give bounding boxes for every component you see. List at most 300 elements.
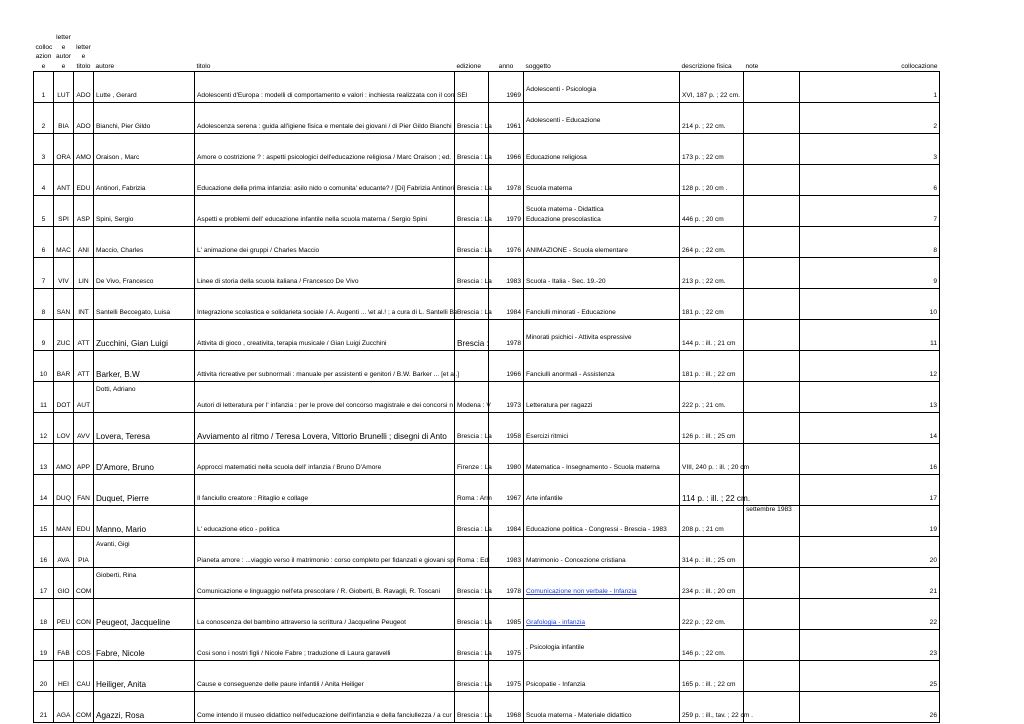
year-cell: 1985	[489, 599, 524, 630]
row-number: 5	[34, 196, 54, 227]
year-cell: 1966	[489, 351, 524, 382]
subject-line: Matematica - Insegnamento - Scuola materna	[526, 464, 660, 471]
title-letters: ATT	[74, 320, 94, 351]
subject-line: Scuola materna - Materiale didattico	[526, 712, 632, 719]
author-cell	[94, 72, 195, 103]
edition-cell: Brescia : La	[455, 599, 489, 630]
author-text: Santelli Beccegato, Luisa	[96, 309, 171, 316]
author-letters: AGA	[54, 692, 74, 723]
note-cell	[744, 165, 800, 196]
year-cell: 1983	[489, 258, 524, 289]
author-text: Zucchini, Gian Luigi	[96, 339, 168, 348]
subject-cell	[524, 227, 680, 258]
collocation-cell: 3	[800, 134, 940, 165]
table-row	[34, 196, 940, 227]
header-autore: autore	[95, 63, 115, 70]
physical-description: XVI, 187 p. ; 22 cm.	[680, 72, 744, 103]
title-letters: ADO	[74, 103, 94, 134]
physical-description: 446 p. ; 20 cm	[680, 196, 744, 227]
subject-link[interactable]: Comunicazione non verbale - Infanzia	[526, 588, 637, 595]
author-name: Avanti, Gigi	[96, 541, 130, 548]
row-number: 9	[34, 320, 54, 351]
author-cell	[94, 103, 195, 134]
physical-description: 259 p. : ill., tav. ; 22 cm .	[680, 692, 744, 723]
subject-cell	[524, 506, 680, 537]
header-edizione: edizione	[456, 63, 482, 70]
title-cell: Il fanciullo creatore : Ritaglio e collage	[195, 475, 455, 506]
author-letters: DUQ	[54, 475, 74, 506]
author-letters: MAC	[54, 227, 74, 258]
spreadsheet	[33, 32, 939, 723]
year-cell: 1984	[489, 506, 524, 537]
author-cell	[94, 289, 195, 320]
collocation-cell: 16	[800, 444, 940, 475]
year-cell: 1958	[489, 413, 524, 444]
header-descrizione: descrizione fisica	[681, 63, 732, 70]
table-row	[34, 320, 940, 351]
author-cell	[94, 506, 195, 537]
author-text: Oraison , Marc	[96, 154, 140, 161]
edition-cell: Modena : V	[455, 382, 489, 413]
edition-cell: Brescia : La	[455, 103, 489, 134]
title-letters: ATT	[74, 351, 94, 382]
header-letter-titolo: letter e titolo	[76, 43, 91, 70]
author-text: Duquet, Pierre	[96, 494, 149, 503]
edition-cell: Brescia : La	[455, 630, 489, 661]
table-row	[34, 258, 940, 289]
title-letters: ASP	[74, 196, 94, 227]
author-cell	[94, 630, 195, 661]
author-text	[96, 588, 192, 596]
subject-line: Educazione politica - Congressi - Brescia - 1983	[526, 526, 667, 533]
collocation-cell: 10	[800, 289, 940, 320]
author-letters: ANT	[54, 165, 74, 196]
author-text: Heiliger, Anita	[96, 680, 147, 689]
table-row	[34, 134, 940, 165]
collocation-cell: 6	[800, 165, 940, 196]
edition-cell: Firenze : La	[455, 444, 489, 475]
note-cell	[744, 103, 800, 134]
author-text	[96, 402, 192, 410]
author-text	[96, 557, 192, 565]
edition-cell: Brescia : La	[455, 692, 489, 723]
row-number: 21	[34, 692, 54, 723]
author-cell	[94, 568, 195, 599]
collocation-cell: 8	[800, 227, 940, 258]
header-soggetto: soggetto	[525, 63, 551, 70]
author-text: De Vivo, Francesco	[96, 278, 154, 285]
note-cell	[744, 196, 800, 227]
physical-description: 222 p. ; 21 cm.	[680, 382, 744, 413]
collocation-cell: 12	[800, 351, 940, 382]
subject-link[interactable]: Grafologia - infanzia	[526, 619, 586, 626]
table-row	[34, 289, 940, 320]
note-cell	[744, 537, 800, 568]
physical-description: 126 p. : ill. ; 25 cm	[680, 413, 744, 444]
year-cell: 1968	[489, 692, 524, 723]
note-cell	[744, 227, 800, 258]
row-number: 12	[34, 413, 54, 444]
edition-cell: Brescia : La	[455, 196, 489, 227]
row-number: 15	[34, 506, 54, 537]
author-letters: ZUC	[54, 320, 74, 351]
physical-description: 264 p. ; 22 cm.	[680, 227, 744, 258]
subject-cell	[524, 134, 680, 165]
subject-line: Psicopatie - Infanzia	[526, 681, 586, 688]
title-cell: Cause e conseguenze delle paure infantili / Anita Heiliger	[195, 661, 455, 692]
title-cell: Come intendo il museo didattico nell'educazione dell'infanzia e della fanciullezza / a cur	[195, 692, 455, 723]
title-cell: Integrazione scolastica e solidarieta sociale / A. Augenti ... \et al.! ; a cura di L. Santelli Be	[195, 289, 455, 320]
row-number: 20	[34, 661, 54, 692]
physical-description: 165 p. : ill. ; 22 cm	[680, 661, 744, 692]
edition-cell: Brescia : La	[455, 506, 489, 537]
title-cell: La conoscenza del bambino attraverso la scrittura / Jacqueline Peugeot	[195, 599, 455, 630]
table-row	[34, 599, 940, 630]
title-letters: AVV	[74, 413, 94, 444]
collocation-cell: 7	[800, 196, 940, 227]
table-row	[34, 351, 940, 382]
note-cell	[744, 320, 800, 351]
year-cell: 1976	[489, 227, 524, 258]
year-cell: 1975	[489, 661, 524, 692]
table-row	[34, 506, 940, 537]
subject-cell	[524, 258, 680, 289]
year-cell: 1973	[489, 382, 524, 413]
edition-cell: Brescia : La	[455, 134, 489, 165]
table-header	[34, 32, 940, 72]
subject-cell	[524, 413, 680, 444]
author-letters: GIO	[54, 568, 74, 599]
note-cell	[744, 475, 800, 506]
author-letters: MAN	[54, 506, 74, 537]
edition-cell: SEI	[455, 72, 489, 103]
title-cell: Linee di storia della scuola italiana / Francesco De Vivo	[195, 258, 455, 289]
author-cell	[94, 599, 195, 630]
note-cell	[744, 444, 800, 475]
title-cell: Cosi sono i nostri figli / Nicole Fabre ; traduzione di Laura garavelli	[195, 630, 455, 661]
subject-cell	[524, 72, 680, 103]
note-cell	[744, 351, 800, 382]
table-row	[34, 568, 940, 599]
author-name: Gioberti, Rina	[96, 572, 137, 579]
title-cell: Pianeta amore : ...viaggio verso il matrimonio : corso completo per fidanzati e giovani sp	[195, 537, 455, 568]
header-anno: anno	[498, 63, 514, 70]
row-number: 7	[34, 258, 54, 289]
subject-cell	[524, 475, 680, 506]
table-row	[34, 413, 940, 444]
subject-cell	[524, 692, 680, 723]
physical-description: 128 p. ; 20 cm .	[680, 165, 744, 196]
header-collocazione: collocazione	[901, 63, 938, 70]
header-letter-autore: letter e autor e	[55, 34, 72, 70]
header-titolo: titolo	[196, 63, 211, 70]
edition-cell: Brescia : La	[455, 227, 489, 258]
title-letters: ANI	[74, 227, 94, 258]
title-cell: Educazione della prima infanzia: asilo nido o comunita' educante? / [Di] Fabrizia Antinori	[195, 165, 455, 196]
note-cell	[744, 258, 800, 289]
title-letters: FAN	[74, 475, 94, 506]
title-letters: AMO	[74, 134, 94, 165]
catalog-table	[33, 32, 940, 723]
author-cell	[94, 351, 195, 382]
subject-cell	[524, 196, 680, 227]
table-row	[34, 165, 940, 196]
physical-description: 214 p. ; 22 cm.	[680, 103, 744, 134]
title-letters: COM	[74, 692, 94, 723]
collocation-cell: 14	[800, 413, 940, 444]
row-number: 11	[34, 382, 54, 413]
edition-cell	[455, 351, 489, 382]
author-letters: BAR	[54, 351, 74, 382]
author-cell	[94, 692, 195, 723]
subject-line-upper: Adolescenti - Educazione	[526, 117, 601, 124]
note-cell	[744, 72, 800, 103]
author-letters: LOV	[54, 413, 74, 444]
subject-cell	[524, 444, 680, 475]
title-cell: Adolescenza serena : guida all'igiene fisica e mentale dei giovani / di Pier Gildo Bianchi	[195, 103, 455, 134]
edition-cell: Brescia : La	[455, 289, 489, 320]
title-cell: Adolescenti d'Europa : modelli di comportamento e valori : inchiesta realizzata con il con	[195, 72, 455, 103]
author-text: Barker, B.W	[96, 370, 140, 379]
note-cell	[744, 413, 800, 444]
title-letters: LIN	[74, 258, 94, 289]
note-cell	[744, 599, 800, 630]
physical-description: 234 p. : ill. ; 20 cm	[680, 568, 744, 599]
author-text: Manno, Mario	[96, 525, 147, 534]
physical-description: 181 p. : ill. ; 22 cm	[680, 351, 744, 382]
year-cell: 1980	[489, 444, 524, 475]
edition-cell: Roma : Edi	[455, 537, 489, 568]
subject-line-upper: Adolescenti - Psicologia	[526, 86, 597, 93]
note-cell: settembre 1983	[744, 506, 800, 537]
author-text: Agazzi, Rosa	[96, 711, 145, 720]
year-cell: 1983	[489, 537, 524, 568]
author-letters: ORA	[54, 134, 74, 165]
row-number: 17	[34, 568, 54, 599]
edition-cell: Brescia : La	[455, 661, 489, 692]
author-cell	[94, 320, 195, 351]
subject-cell[interactable]	[524, 599, 680, 630]
subject-cell	[524, 351, 680, 382]
collocation-cell: 26	[800, 692, 940, 723]
title-letters: CON	[74, 599, 94, 630]
subject-line-upper: Minorati psichici - Attivita espressive	[526, 334, 632, 341]
author-letters: PEU	[54, 599, 74, 630]
author-text: Peugeot, Jacqueline	[96, 618, 171, 627]
collocation-cell: 11	[800, 320, 940, 351]
author-name: Dotti, Adriano	[96, 386, 136, 393]
author-cell	[94, 227, 195, 258]
edition-cell: Brescia : La	[455, 568, 489, 599]
subject-line: Arte infantile	[526, 495, 563, 502]
author-cell	[94, 661, 195, 692]
table-row	[34, 382, 940, 413]
title-letters: EDU	[74, 506, 94, 537]
collocation-cell: 1	[800, 72, 940, 103]
collocation-cell: 17	[800, 475, 940, 506]
table-row	[34, 72, 940, 103]
author-cell	[94, 382, 195, 413]
edition-cell: Brescia : La	[455, 413, 489, 444]
year-cell: 1967	[489, 475, 524, 506]
author-cell	[94, 444, 195, 475]
row-number: 19	[34, 630, 54, 661]
subject-cell	[524, 537, 680, 568]
title-cell: Amore o costrizione ? : aspetti psicologici dell'educazione religiosa / Marc Oraison ; ed.	[195, 134, 455, 165]
subject-line: Fanciulli anormali - Assistenza	[526, 371, 615, 378]
collocation-cell: 23	[800, 630, 940, 661]
author-letters: HEI	[54, 661, 74, 692]
author-letters: VIV	[54, 258, 74, 289]
author-text: Bianchi, Pier Gildo	[96, 123, 151, 130]
physical-description: 222 p. ; 22 cm.	[680, 599, 744, 630]
subject-cell	[524, 103, 680, 134]
author-cell	[94, 537, 195, 568]
author-text: Spini, Sergio	[96, 216, 134, 223]
author-cell	[94, 475, 195, 506]
note-cell	[744, 382, 800, 413]
collocation-cell: 13	[800, 382, 940, 413]
subject-cell	[524, 382, 680, 413]
table-body	[34, 72, 940, 723]
table-row	[34, 630, 940, 661]
table-row	[34, 444, 940, 475]
title-letters: COS	[74, 630, 94, 661]
note-cell	[744, 568, 800, 599]
title-cell: Autori di letteratura per l' infanzia : per le prove del concorso magistrale e dei concorsi n	[195, 382, 455, 413]
table-row	[34, 475, 940, 506]
physical-description: 181 p. ; 22 cm	[680, 289, 744, 320]
subject-cell	[524, 165, 680, 196]
title-letters: PIA	[74, 537, 94, 568]
author-letters: FAB	[54, 630, 74, 661]
row-number: 16	[34, 537, 54, 568]
row-number: 3	[34, 134, 54, 165]
collocation-cell: 20	[800, 537, 940, 568]
table-row	[34, 227, 940, 258]
collocation-cell: 25	[800, 661, 940, 692]
author-text: Fabre, Nicole	[96, 649, 145, 658]
author-cell	[94, 134, 195, 165]
author-letters: SPI	[54, 196, 74, 227]
collocation-cell: 2	[800, 103, 940, 134]
author-text: D'Amore, Bruno	[96, 463, 154, 472]
title-cell: Attivita di gioco , creativita, terapia musicale / Gian Luigi Zucchini	[195, 320, 455, 351]
physical-description: 208 p. ; 21 cm	[680, 506, 744, 537]
physical-description: 314 p. : ill. ; 25 cm	[680, 537, 744, 568]
physical-description: 213 p. ; 22 cm.	[680, 258, 744, 289]
subject-line: Matrimonio - Concezione cristiana	[526, 557, 626, 564]
subject-line: Educazione prescolastica	[526, 216, 601, 223]
subject-cell	[524, 320, 680, 351]
table-row	[34, 537, 940, 568]
subject-cell	[524, 630, 680, 661]
year-cell: 1978	[489, 568, 524, 599]
author-letters: DOT	[54, 382, 74, 413]
physical-description: 146 p. ; 22 cm.	[680, 630, 744, 661]
author-letters: BIA	[54, 103, 74, 134]
row-number: 2	[34, 103, 54, 134]
title-cell: Attivita ricreative per subnormali : manuale per assistenti e genitori / B.W. Barker ... [et al.]	[195, 351, 455, 382]
title-letters: COM	[74, 568, 94, 599]
subject-line-upper: Scuola materna - Didattica	[526, 206, 604, 213]
subject-line: ANIMAZIONE - Scuola elementare	[526, 247, 628, 254]
title-cell: Aspetti e problemi dell' educazione infantile nella scuola materna / Sergio Spini	[195, 196, 455, 227]
collocation-cell: 9	[800, 258, 940, 289]
header-colloc: colloc azion e	[35, 43, 53, 70]
note-cell	[744, 134, 800, 165]
author-cell	[94, 258, 195, 289]
author-cell	[94, 196, 195, 227]
title-cell: Approcci matematici nella scuola dell' infanzia / Bruno D'Amore	[195, 444, 455, 475]
collocation-cell: 22	[800, 599, 940, 630]
year-cell: 1961	[489, 103, 524, 134]
year-cell: 1969	[489, 72, 524, 103]
title-letters: APP	[74, 444, 94, 475]
row-number: 1	[34, 72, 54, 103]
row-number: 13	[34, 444, 54, 475]
subject-cell[interactable]	[524, 568, 680, 599]
collocation-cell: 19	[800, 506, 940, 537]
subject-line: Educazione religiosa	[526, 154, 587, 161]
author-letters: SAN	[54, 289, 74, 320]
physical-description: 114 p. : ill. ; 22 cm.	[680, 475, 744, 506]
title-cell: Avviamento al ritmo / Teresa Lovera, Vittorio Brunelli ; disegni di Anto	[195, 413, 455, 444]
title-letters: CAU	[74, 661, 94, 692]
year-cell: 1978	[489, 165, 524, 196]
physical-description: 144 p. : ill. ; 21 cm	[680, 320, 744, 351]
table-row	[34, 692, 940, 723]
author-text: Antinori, Fabrizia	[96, 185, 146, 192]
title-letters: EDU	[74, 165, 94, 196]
edition-cell: Brescia : La	[455, 165, 489, 196]
author-text: Maccio, Charles	[96, 247, 144, 254]
subject-line-upper: . Psicologia infantile	[526, 644, 585, 651]
year-cell: 1978	[489, 320, 524, 351]
row-number: 4	[34, 165, 54, 196]
note-cell	[744, 630, 800, 661]
year-cell: 1966	[489, 134, 524, 165]
table-row	[34, 661, 940, 692]
author-cell	[94, 413, 195, 444]
subject-line: Fanciulli minorati - Educazione	[526, 309, 616, 316]
row-number: 18	[34, 599, 54, 630]
edition-cell: Brescia : La	[455, 258, 489, 289]
row-number: 10	[34, 351, 54, 382]
row-number: 6	[34, 227, 54, 258]
note-cell	[744, 661, 800, 692]
title-letters: AUT	[74, 382, 94, 413]
author-cell	[94, 165, 195, 196]
subject-line: Scuola - Italia - Sec. 19.-20	[526, 278, 606, 285]
subject-line: Letteratura per ragazzi	[526, 402, 593, 409]
title-cell: Comunicazione e linguaggio nell'eta prescolare / R. Gioberti, B. Ravagli, R. Toscani	[195, 568, 455, 599]
year-cell: 1979	[489, 196, 524, 227]
header-note: note	[745, 63, 759, 70]
author-letters: AMO	[54, 444, 74, 475]
row-number: 14	[34, 475, 54, 506]
author-text: Lovera, Teresa	[96, 432, 151, 441]
author-letters: AVA	[54, 537, 74, 568]
table-row	[34, 103, 940, 134]
physical-description: VIII, 240 p. : ill. ; 20 cm	[680, 444, 744, 475]
note-cell	[744, 289, 800, 320]
title-cell: L' educazione etico - politica	[195, 506, 455, 537]
collocation-cell: 21	[800, 568, 940, 599]
subject-line: Scuola materna	[526, 185, 573, 192]
author-letters: LUT	[54, 72, 74, 103]
year-cell: 1984	[489, 289, 524, 320]
